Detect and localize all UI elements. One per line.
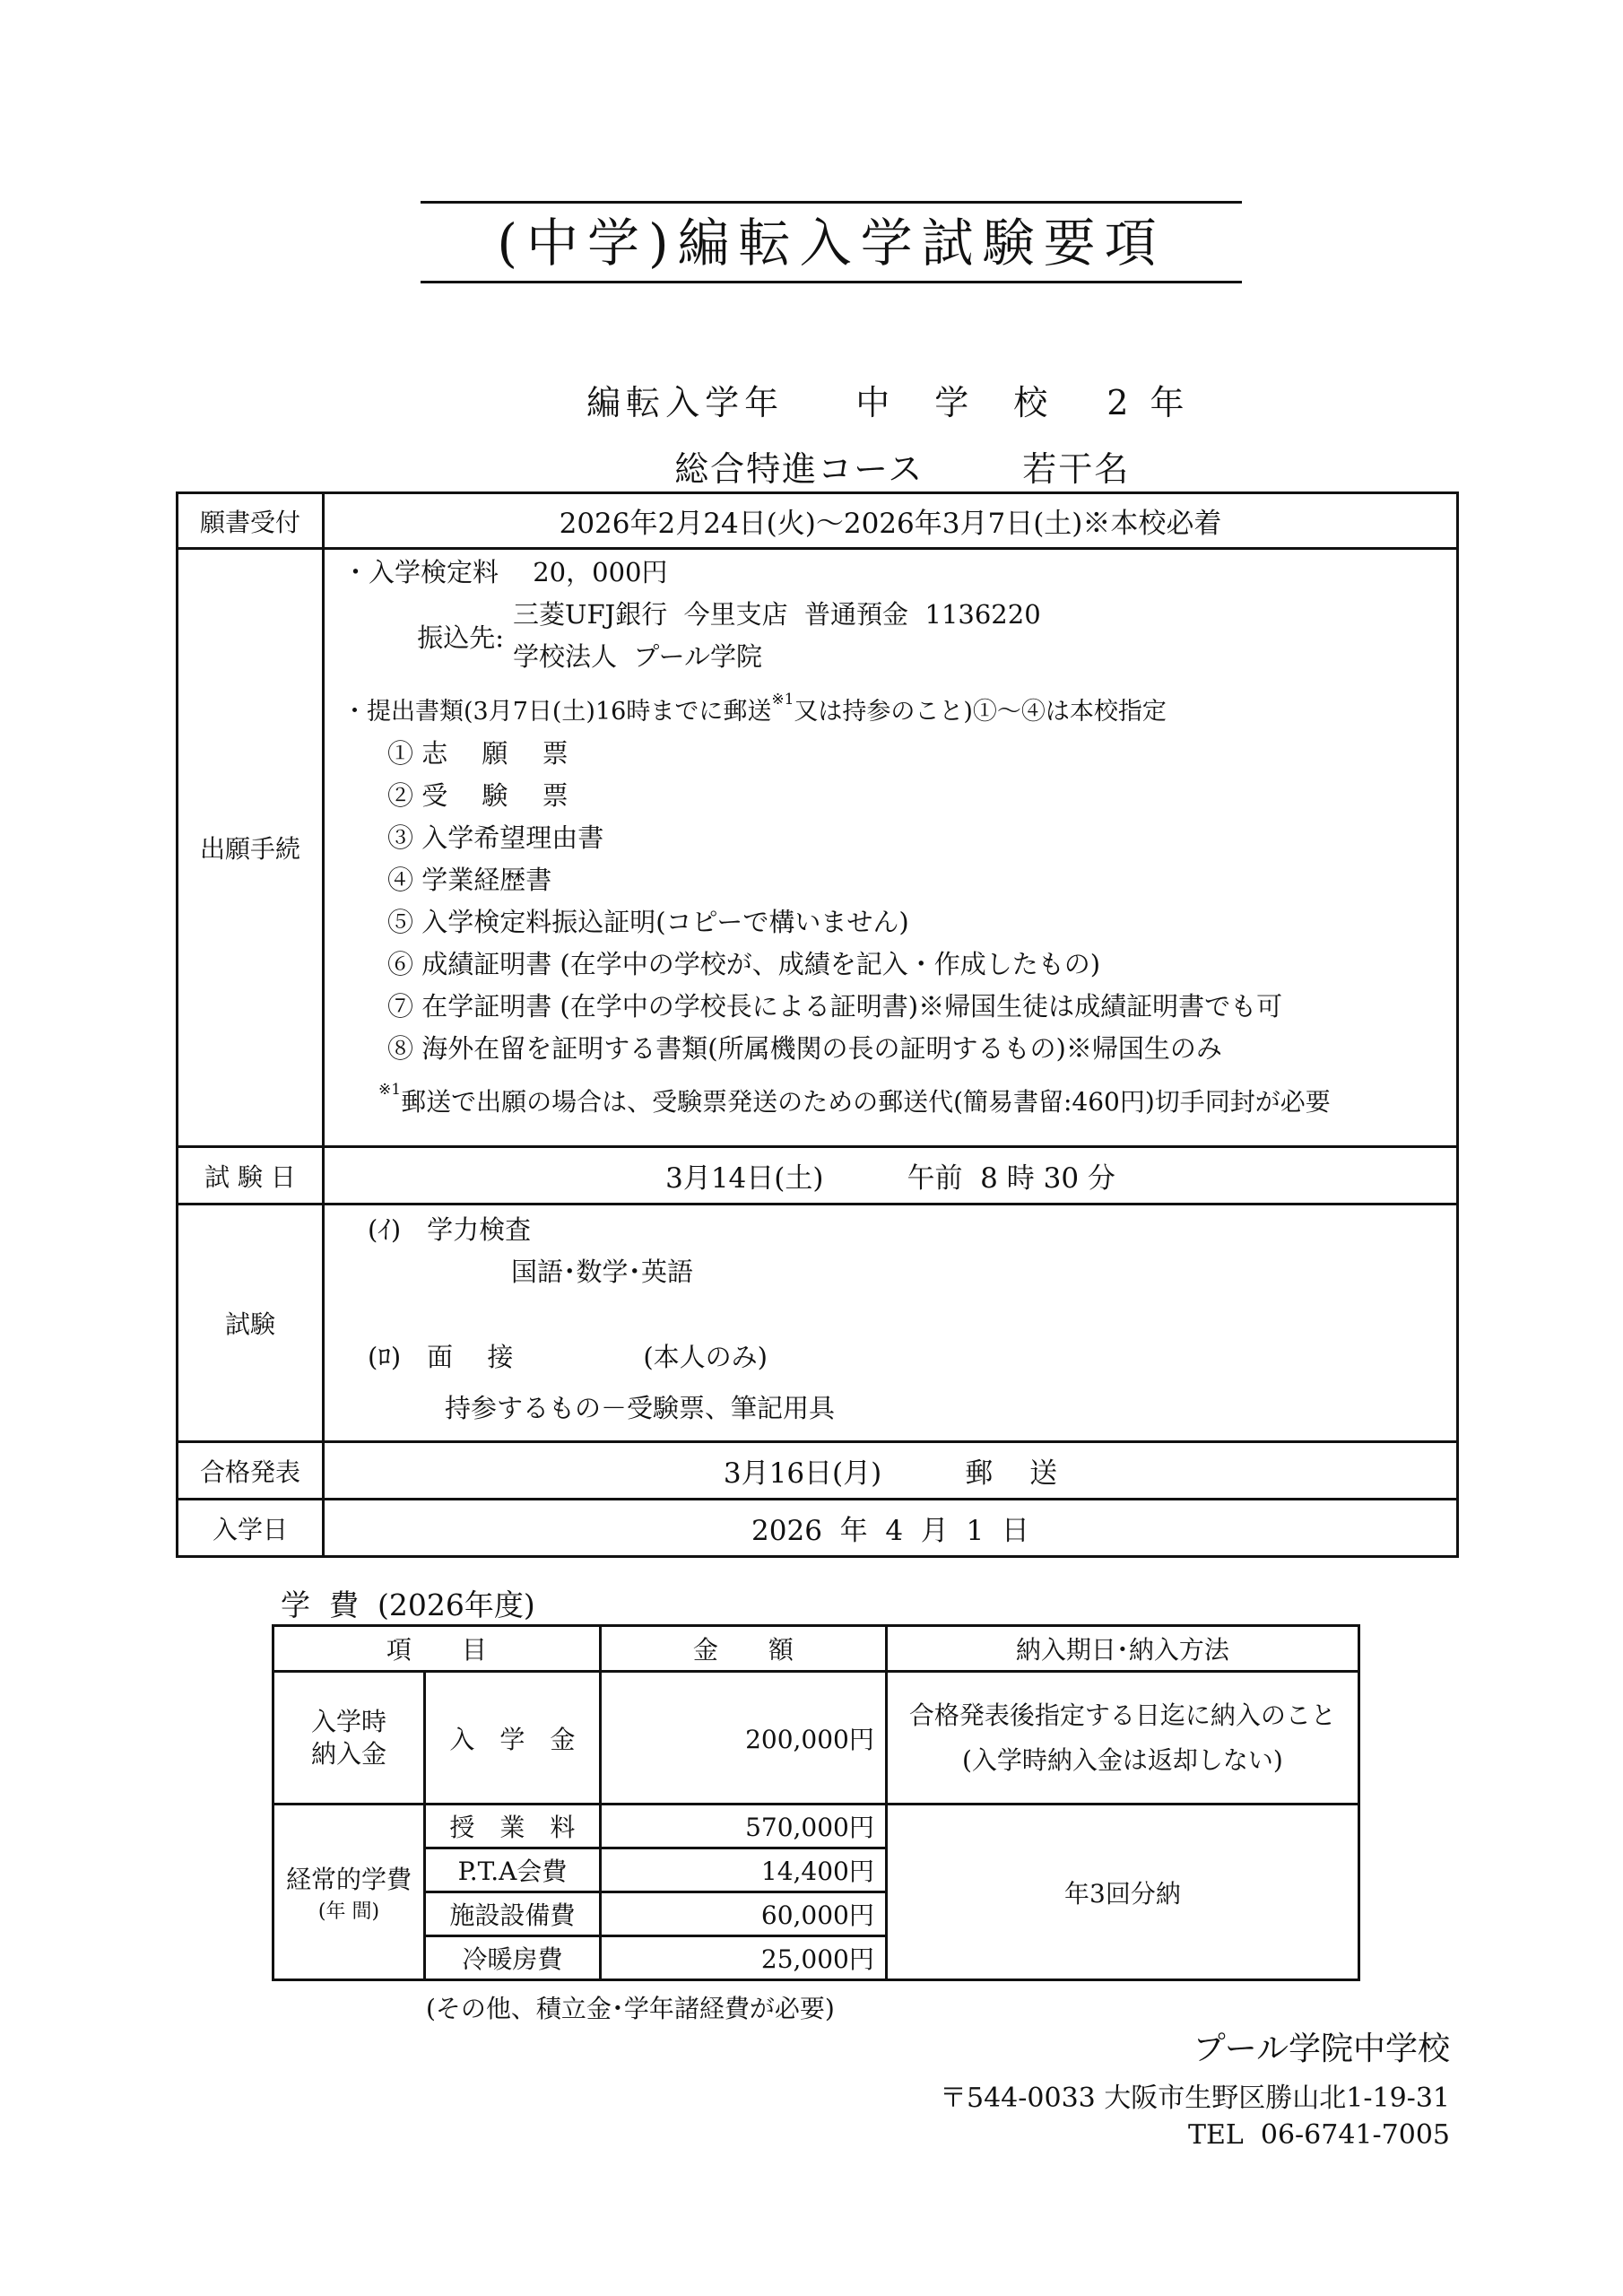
item-tuition: 授 業 料 [425, 1805, 601, 1848]
transfer-label: 振込先: [417, 622, 504, 653]
fees-row [273, 1805, 1359, 1848]
school-name: プール学院中学校 [1193, 2031, 1450, 2067]
item-facility: 施設設備費 [425, 1892, 601, 1936]
fees-row-admission [273, 1672, 1359, 1805]
grade-school: 中 学 校 [855, 383, 1054, 422]
grade-year: 2 年 [1107, 383, 1190, 422]
amount-air-conditioning: 25,000円 [600, 1936, 886, 1980]
course-name: 総合特進コース [674, 449, 924, 489]
item-air-conditioning: 冷暖房費 [425, 1936, 601, 1980]
row-result [178, 1442, 1458, 1500]
exam-item-academic: (ｲ) 学力検査 [368, 1214, 532, 1245]
row-enrollment [178, 1500, 1458, 1557]
exam-info-table [176, 491, 1459, 1558]
docs-header-text: ・提出書類(3月7日(土)16時までに郵送 [343, 698, 772, 726]
label-enrollment: 入学日 [178, 1500, 324, 1557]
row-exam-date [178, 1147, 1458, 1205]
fees-heading: 学 費 (2026年度) [281, 1587, 535, 1622]
exam-subjects: 国語･数学･英語 [511, 1257, 694, 1287]
amount-admission-fee: 200,000円 [600, 1672, 886, 1805]
label-exam-date: 試 験 日 [178, 1147, 324, 1205]
footnote-mark: ※1 [378, 1081, 402, 1099]
fees-table [272, 1624, 1360, 1981]
label-procedure: 出願手続 [178, 549, 324, 1147]
value-application-period: 2026年2月24日(火)～2026年3月7日(土)※本校必着 [324, 493, 1458, 549]
exam-item-interview: (ﾛ) 面 接 (本人のみ) [368, 1342, 768, 1372]
row-exam [178, 1205, 1458, 1442]
method-admission-line1: 合格発表後指定する日迄に納入のこと [908, 1700, 1336, 1730]
row-procedure [178, 549, 1458, 1147]
doc-item: ⑤ 入学検定料振込証明(コピーで構いません) [387, 907, 909, 937]
mail-note-text: 郵送で出願の場合は、受験票発送のための郵送代(簡易書留:460円)切手同封が必要 [401, 1087, 1331, 1117]
method-annual: 年3回分納 [886, 1805, 1358, 1980]
method-admission-line2: (入学時納入金は返却しない) [962, 1744, 1283, 1775]
header-item: 項 目 [273, 1626, 601, 1672]
docs-header [343, 691, 1456, 733]
doc-item: ⑦ 在学証明書 (在学中の学校長による証明書)※帰国生徒は成績証明書でも可 [387, 991, 1283, 1022]
doc-item: ⑥ 成績証明書 (在学中の学校が、成績を記入・作成したもの) [387, 949, 1101, 979]
header-amount: 金 額 [600, 1626, 886, 1672]
value-result: 3月16日(月) 郵 送 [324, 1442, 1458, 1500]
row-application-period [178, 493, 1458, 549]
course-capacity: 若干名 [1022, 449, 1131, 489]
doc-item: ④ 学業経歴書 [387, 865, 552, 895]
title-rule-bottom [421, 281, 1242, 283]
bank-account: 三菱UFJ銀行 今里支店 普通預金 1136220 [513, 599, 1041, 630]
school-address: 〒544-0033 大阪市生野区勝山北1-19-31 [940, 2083, 1450, 2114]
footnote-mark: ※1 [771, 691, 794, 709]
amount-facility: 60,000円 [600, 1892, 886, 1936]
group-annual-sub: (年 間) [317, 1900, 380, 1923]
course-line [649, 402, 1130, 491]
label-exam: 試験 [178, 1205, 324, 1442]
value-enrollment: 2026 年 4 月 1 日 [324, 1500, 1458, 1557]
docs-list [343, 733, 1456, 1070]
header-method: 納入期日･納入方法 [886, 1626, 1358, 1672]
amount-pta: 14,400円 [600, 1848, 886, 1892]
amount-tuition: 570,000円 [600, 1805, 886, 1848]
transfer-block [343, 594, 1456, 678]
doc-item: ⑧ 海外在留を証明する書類(所属機関の長の証明するもの)※帰国生のみ [387, 1033, 1222, 1064]
mail-note [343, 1081, 1456, 1123]
doc-item: ② 受 験 票 [387, 780, 568, 811]
item-pta: P.T.A会費 [425, 1848, 601, 1892]
label-result: 合格発表 [178, 1442, 324, 1500]
doc-item: ① 志 願 票 [387, 738, 568, 769]
group-annual-label: 経常的学費 [285, 1865, 412, 1894]
label-application-period: 願書受付 [178, 493, 324, 549]
account-name: 学校法人 プール学院 [513, 641, 762, 672]
value-exam-date: 3月14日(土) 午前 8 時 30 分 [324, 1147, 1458, 1205]
school-tel: TEL 06-6741-7005 [1187, 2119, 1450, 2151]
page-title: (中学)編転入学試験要項 [497, 213, 1166, 274]
fees-header-row [273, 1626, 1359, 1672]
doc-item: ③ 入学希望理由書 [387, 822, 604, 853]
fee-line: ・入学検定料 20，000円 [343, 557, 668, 587]
exam-bring-items: 持参するもの－受験票、筆記用具 [445, 1393, 836, 1423]
fees-note: (その他、積立金･学年諸経費が必要) [426, 1994, 835, 2023]
title-rule-top [421, 201, 1242, 204]
group-annual [273, 1805, 425, 1980]
group-admission: 入学時 納入金 [273, 1672, 425, 1805]
docs-header-text-2: 又は持参のこと)①～④は本校指定 [794, 698, 1167, 726]
item-admission-fee: 入 学 金 [425, 1672, 601, 1805]
grade-label: 編転入学年 [586, 383, 785, 422]
